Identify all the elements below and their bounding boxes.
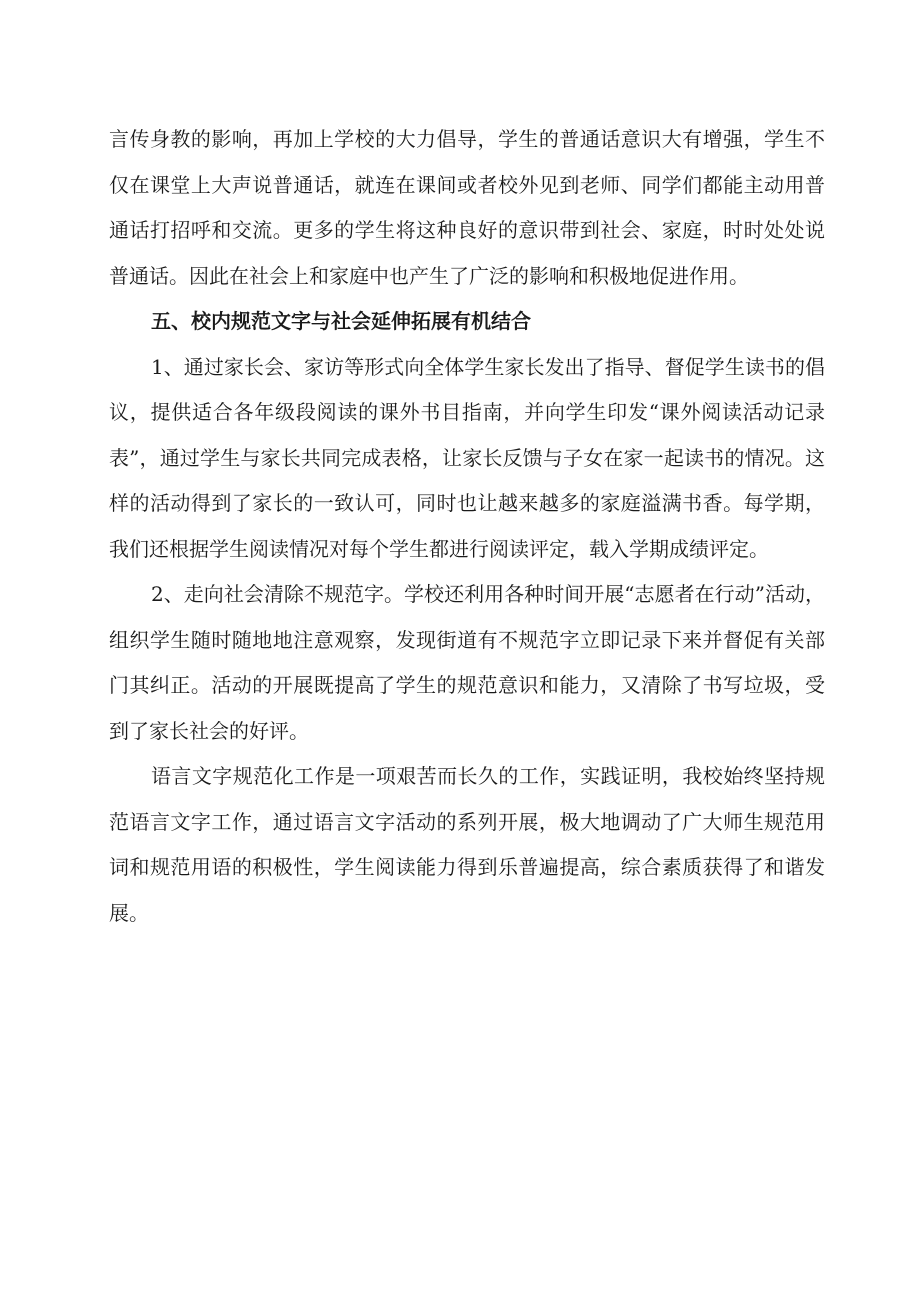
paragraph-continuation: 言传身教的影响，再加上学校的大力倡导，学生的普通话意识大有增强，学生不仅在课堂上大声说普通话，就连在课间或者校外见到老师、同学们都能主动用普通话打招呼和交流。更多的学生将这种良好的意识带到社会、家庭，时时处处说普通话。因此在社会上和家庭中也产生了广泛的影响和积极地促进作用。	[109, 127, 825, 288]
paragraph-conclusion: 语言文字规范化工作是一项艰苦而长久的工作，实践证明，我校始终坚持规范语言文字工作，通过语言文字活动的系列开展，极大地调动了广大师生规范用词和规范用语的积极性，学生阅读能力得到乐普遍提高，综合素质获得了和谐发展。	[109, 764, 825, 925]
paragraph-item-1: 1、通过家长会、家访等形式向全体学生家长发出了指导、督促学生读书的倡议，提供适合各年级段阅读的课外书目指南，并向学生印发“课外阅读活动记录表”，通过学生与家长共同完成表格，让家长反馈与子女在家一起读书的情况。这样的活动得到了家长的一致认可，同时也让越来越多的家庭溢满书香。每学期，我们还根据学生阅读情况对每个学生都进行阅读评定，载入学期成绩评定。	[109, 354, 825, 561]
document-body	[109, 117, 825, 936]
paragraph-item-2: 2、走向社会清除不规范字。学校还利用各种时间开展“志愿者在行动”活动，组织学生随时随地地注意观察，发现街道有不规范字立即记录下来并督促有关部门其纠正。活动的开展既提高了学生的规范意识和能力，又清除了书写垃圾，受到了家长社会的好评。	[109, 582, 825, 743]
section-heading-5: 五、校内规范文字与社会延伸拓展有机结合	[151, 309, 531, 333]
